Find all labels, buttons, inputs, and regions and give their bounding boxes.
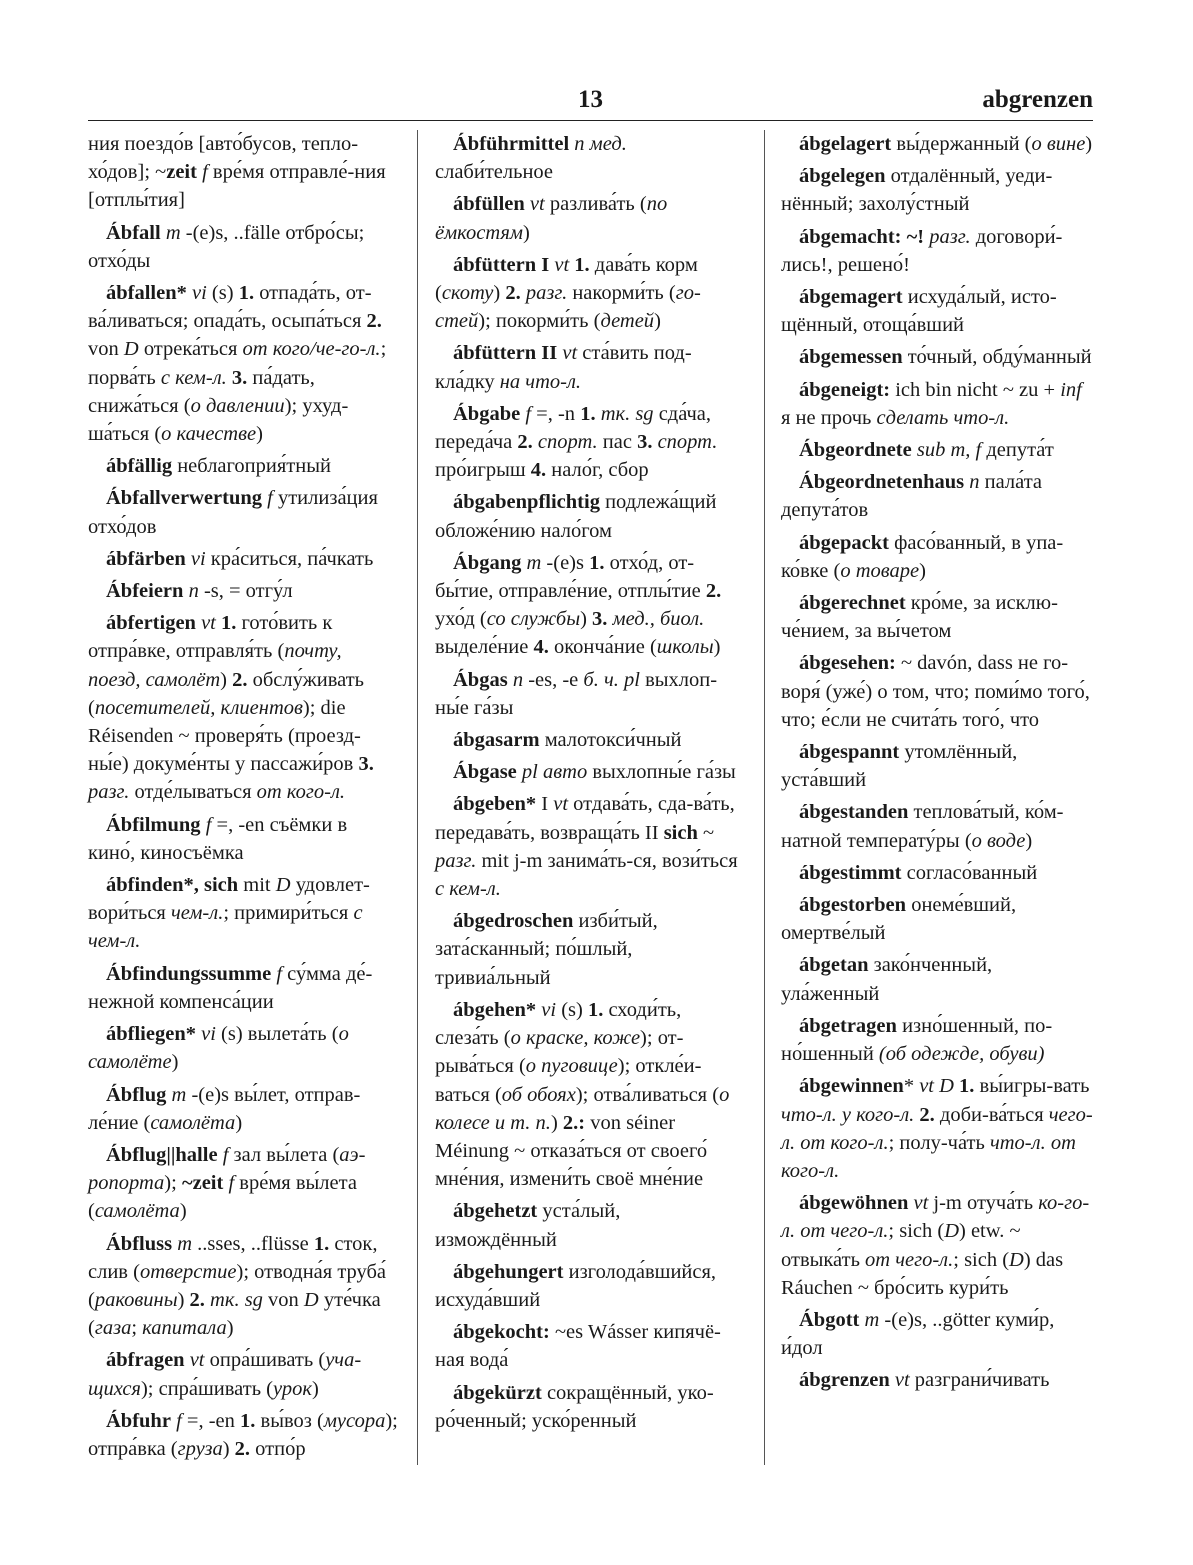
dictionary-entry: Ábfuhr f =, -en 1. вы́воз (мусора); отпра́вка (груза) 2. отпо́р — [88, 1409, 398, 1460]
dictionary-entry: ábgewöhnen vt j-m отуча́ть ко-го-л. от чего-л.; sich (D) etw. ~ отвыка́ть от чего-л.; sich (D) das Ráuchen ~ бро́сить кури́ть — [781, 1192, 1090, 1299]
dictionary-entry: ábgehungert изголода́вшийся, исхуда́вший — [435, 1260, 717, 1311]
page-header — [88, 82, 1093, 120]
dictionary-entry: ábfärben vi кра́ситься, па́чкать — [106, 547, 374, 570]
dictionary-entry: ábgestorben онеме́вший, омертве́лый — [781, 894, 1017, 945]
dictionary-entry: Ábfluss m ..sses, ..flüsse 1. сток, слив (отверстие); отводна́я труба́ (раковины) 2. тк. sg von D уте́чка (газа; капитала) — [88, 1232, 387, 1340]
dictionary-entry: ábgabenpflichtig подлежа́щий обложе́нию нало́гом — [435, 491, 717, 542]
dictionary-entry: ábgesehen: ~ davón, dass не го-воря́ (уже́) о том, что; поми́мо того́, что; е́сли не счита́ть того́, что — [781, 652, 1090, 731]
dictionary-entry: ábgerechnet кро́ме, за исклю-че́нием, за вы́четом — [781, 592, 1058, 643]
dictionary-entry: Ábgott m -(e)s, ..götter куми́р, и́дол — [781, 1308, 1055, 1360]
dictionary-entry: ábgetragen изно́шенный, по-но́шенный (об одежде, обуви) — [781, 1014, 1053, 1066]
dictionary-entry: ábgeben* I vt отдава́ть, сда-ва́ть, передава́ть, возвраща́ть II sich ~ разг. mit j-m занима́ть-ся, вози́ться с кем-л. — [435, 793, 738, 901]
dictionary-entry: ábgelagert вы́держанный (о вине) — [799, 133, 1093, 155]
guide-word: abgrenzen — [982, 86, 1093, 113]
dictionary-entry: ábgehetzt уста́лый, измождённый — [435, 1200, 621, 1251]
dictionary-entry: ábgewinnen* vt D 1. вы́игры-вать что-л. у кого-л. 2. доби-ва́ться чего-л. от кого-л.; полу-ча́ть что-л. от кого-л. — [781, 1075, 1093, 1182]
dictionary-entry: ábgekürzt сокращённый, уко-ро́ченный; уско́ренный — [435, 1381, 714, 1432]
dictionary-entry: ábgestimmt согласо́ванный — [799, 861, 1038, 884]
dictionary-entry: ábgehen* vi (s) 1. сходи́ть, слеза́ть (о краске, коже); от-рыва́ться (о пуговице); откле́и-ваться (об обоях); отва́ливаться (о колесе и т. п.) 2.: von séiner Méinung ~ отказа́ться от своего́ мне́ния, измени́ть своё мне́ние — [435, 998, 730, 1191]
dictionary-entry: Ábgang m -(e)s 1. отхо́д, от-бы́тие, отправле́ние, отплы́тие 2. ухо́д (со службы) 3. мед., биол. выделе́ние 4. оконча́ние (школы) — [435, 551, 722, 659]
dictionary-entry: ábgetan зако́нченный, ула́женный — [781, 954, 993, 1005]
page-number: 13 — [578, 86, 603, 113]
entry-continuation: ния поездо́в [авто́бусов, тепло-хо́дов]; ~zeit f вре́мя отправле́-ния [отплы́тия] — [88, 133, 386, 212]
dictionary-entry: Ábflug||halle f зал вы́лета (аэ-ропорта); ~zeit f вре́мя вы́лета (самолёта) — [88, 1143, 366, 1223]
dictionary-entry: Ábgase pl авто выхлопны́е га́зы — [453, 761, 736, 784]
dictionary-entry: Ábfallverwertung f утилиза́ция отхо́дов — [88, 487, 378, 538]
dictionary-entry: ábgemagert исхуда́лый, исто-щённый, отоща́вший — [781, 286, 1057, 337]
header-rule — [88, 120, 1093, 121]
dictionary-entry: ábgrenzen vt разграни́чивать — [799, 1369, 1050, 1392]
dictionary-entry: ábfällig неблагоприя́тный — [106, 455, 331, 478]
dictionary-entry: ábgeneigt: ich bin nicht ~ zu + inf я не прочь сделать что-л. — [781, 378, 1082, 429]
dictionary-entry: Ábgas n -es, -e б. ч. pl выхлоп-ны́е га́зы — [435, 668, 718, 719]
dictionary-entry: Ábfall m -(e)s, ..fälle отбро́сы; отхо́ды — [88, 221, 365, 272]
dictionary-entry: ábgepackt фасо́ванный, в упа-ко́вке (о товаре) — [781, 531, 1064, 582]
dictionary-entry: ábfinden*, sich mit D удовлет-вори́ться чем-л.; примири́ться с чем-л. — [88, 874, 370, 953]
dictionary-entry: Ábgeordnetenhaus n пала́та депута́тов — [781, 471, 1043, 522]
dictionary-column-2 — [435, 130, 747, 1439]
dictionary-entry: Ábfeiern n -s, = отгу́л — [106, 580, 293, 603]
dictionary-entry: ábfliegen* vi (s) вылета́ть (о самолёте) — [88, 1023, 349, 1074]
dictionary-entry: Ábgabe f =, -n 1. тк. sg сда́ча, переда́ча 2. спорт. пас 3. спорт. про́игрыш 4. нало́г, сбор — [435, 402, 718, 482]
dictionary-entry: ábgekocht: ~es Wásser кипячё-ная вода́ — [435, 1321, 721, 1372]
dictionary-entry: ábgespannt утомлённый, уста́вший — [781, 741, 1018, 792]
dictionary-entry: ábgemessen то́чный, обду́манный — [799, 346, 1092, 369]
dictionary-entry: ábgelegen отдалённый, уеди-нённый; захолу́стный — [781, 165, 1053, 216]
dictionary-entry: Ábgeordnete sub m, f депута́т — [799, 439, 1054, 462]
dictionary-entry: ábfragen vt опра́шивать (уча-щихся); спра́шивать (урок) — [88, 1349, 362, 1400]
dictionary-entry: Ábführmittel n мед. слаби́тельное — [435, 133, 627, 184]
column-divider-2 — [764, 130, 765, 1465]
dictionary-entry: ábfallen* vi (s) 1. отпада́ть, от-ва́ливаться; опада́ть, осыпа́ться 2. von D отрека́ться от кого/че-го-л.; порва́ть с кем-л. 3. па́дать, снижа́ться (о давлении); ухуд-ша́ться (о качестве) — [88, 282, 387, 446]
column-divider-1 — [417, 130, 418, 1465]
dictionary-entry: ábgedroschen изби́тый, зата́сканный; по́шлый, тривиа́льный — [435, 910, 658, 989]
dictionary-entry: ábfüttern I vt 1. дава́ть корм (скоту) 2. разг. накорми́ть (го-стей); покорми́ть (детей) — [435, 253, 701, 333]
dictionary-column-1 — [88, 130, 398, 1467]
dictionary-entry: ábgemacht: ~! разг. договори́-лись!, решено́! — [781, 225, 1063, 276]
dictionary-entry: Ábfilmung f =, -en съёмки в кино́, киносъёмка — [88, 813, 348, 864]
dictionary-entry: Ábflug m -(e)s вы́лет, отправ-ле́ние (самолёта) — [88, 1083, 361, 1134]
dictionary-entry: ábfertigen vt 1. гото́вить к отпра́вке, отправля́ть (почту, поезд, самолёт) 2. обслу́живать (посетителей, клиентов); die Réisenden ~ проверя́ть (проезд-ны́е) докуме́нты у пассажи́ров 3. разг. отде́лываться от кого-л. — [88, 612, 374, 804]
dictionary-entry: Ábfindungssumme f су́мма де́-нежной компенса́ции — [88, 962, 373, 1013]
dictionary-entry: ábfüttern II vt ста́вить под-кла́дку на что-л. — [435, 342, 692, 393]
dictionary-entry: ábgestanden теплова́тый, ко́м-натной температу́ры (о воде) — [781, 801, 1064, 852]
dictionary-entry: ábgasarm малотокси́чный — [453, 729, 682, 752]
dictionary-entry: ábfüllen vt разлива́ть (по ёмкостям) — [435, 193, 668, 244]
dictionary-column-3 — [781, 130, 1093, 1399]
